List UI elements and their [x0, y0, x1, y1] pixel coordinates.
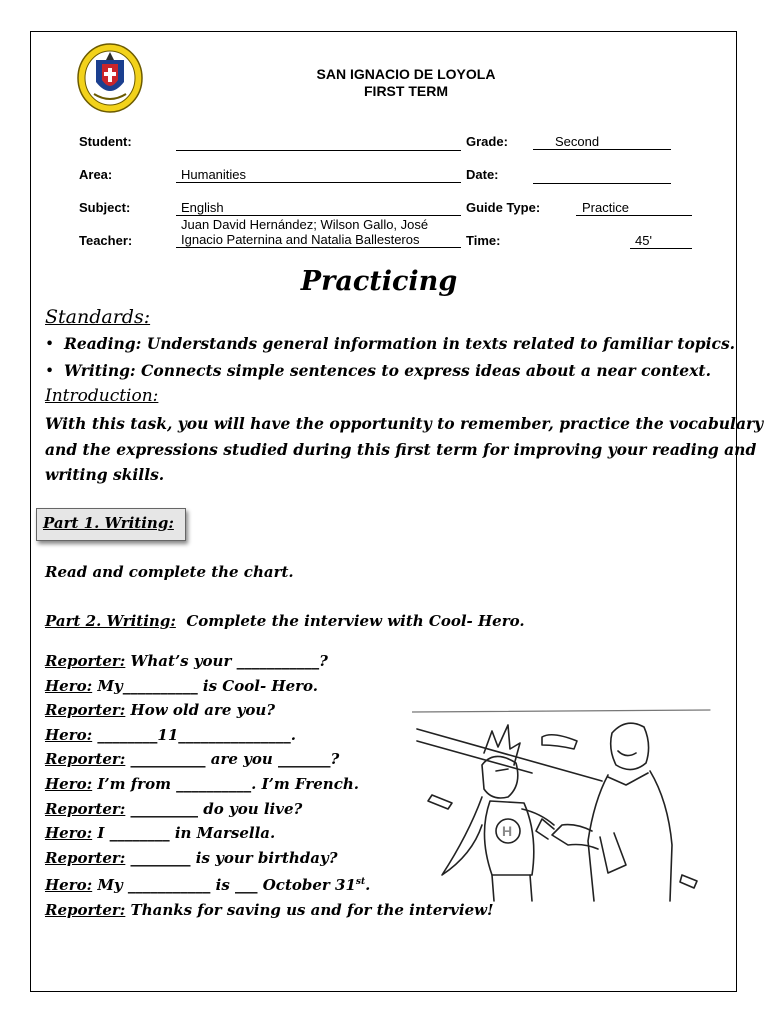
- interview-line: Hero: My ___________ is ___ October 31st.: [45, 876, 371, 895]
- part2-heading: [45, 612, 525, 630]
- interview-line: Hero: My__________ is Cool- Hero.: [45, 676, 318, 695]
- interview-line: Reporter: What’s your ___________?: [45, 652, 328, 670]
- part2-label: Part 2. Writing:: [45, 612, 176, 630]
- student-label: Student:: [79, 134, 132, 149]
- teacher-line-2: Ignacio Paternina and Natalia Ballesteros: [181, 232, 420, 247]
- introduction-heading: Introduction:: [45, 386, 159, 406]
- grade-label: Grade:: [466, 134, 508, 149]
- school-seal-logo: [76, 42, 144, 114]
- standards-heading: Standards:: [45, 306, 151, 328]
- interview-line: Reporter: ________ is your birthday?: [45, 848, 338, 867]
- interview-line: Hero: ________11_______________.: [45, 725, 296, 744]
- student-field[interactable]: [176, 134, 461, 151]
- grade-field[interactable]: Second: [533, 134, 671, 150]
- bullet-icon: •: [45, 335, 64, 353]
- interview-line: Hero: I’m from __________. I’m French.: [45, 774, 359, 793]
- superscript-st: st: [355, 877, 366, 888]
- interview-line: Reporter: __________ are you _______?: [45, 750, 340, 769]
- teacher-field[interactable]: [176, 217, 461, 248]
- interview-line: Reporter: How old are you?: [45, 701, 276, 720]
- school-name: SAN IGNACIO DE LOYOLA: [316, 66, 496, 82]
- time-field[interactable]: 45': [630, 233, 692, 249]
- interview-line: Reporter: _________ do you live?: [45, 799, 303, 818]
- introduction-text: With this task, you will have the opportunity to remember, practice the vocabulary and the expressions studied during this first term for improving your reading and writing skills.: [45, 414, 764, 484]
- hero-emblem-letter: H: [502, 823, 513, 839]
- guide-type-field[interactable]: Practice: [576, 200, 692, 216]
- area-label: Area:: [79, 167, 113, 182]
- date-field[interactable]: [533, 167, 671, 184]
- teacher-line-1: Juan David Hernández; Wilson Gallo, José: [181, 217, 429, 232]
- interview-line: Reporter: Thanks for saving us and for the interview!: [45, 900, 494, 919]
- page-title: Practicing: [300, 266, 458, 297]
- teacher-label: Teacher:: [79, 233, 133, 248]
- part1-instruction: Read and complete the chart.: [45, 563, 294, 581]
- subject-label: Subject:: [79, 200, 131, 215]
- subject-field[interactable]: English: [176, 200, 461, 216]
- date-label: Date:: [466, 167, 499, 182]
- term-label: FIRST TERM: [364, 83, 448, 99]
- guide-type-label: Guide Type:: [466, 200, 541, 215]
- standard-item-reading: • Reading: Understands general information in texts related to familiar topics.: [45, 334, 736, 353]
- cartoon-illustration: [412, 705, 712, 905]
- bullet-icon: •: [45, 362, 64, 380]
- standard-item-writing: • Writing: Connects simple sentences to express ideas about a near context.: [45, 361, 711, 380]
- part1-label: Part 1. Writing:: [43, 514, 174, 532]
- area-field[interactable]: Humanities: [176, 167, 461, 183]
- part2-instruction: Complete the interview with Cool- Hero.: [186, 612, 525, 630]
- interview-line: Hero: I ________ in Marsella.: [45, 824, 276, 843]
- time-label: Time:: [466, 233, 501, 248]
